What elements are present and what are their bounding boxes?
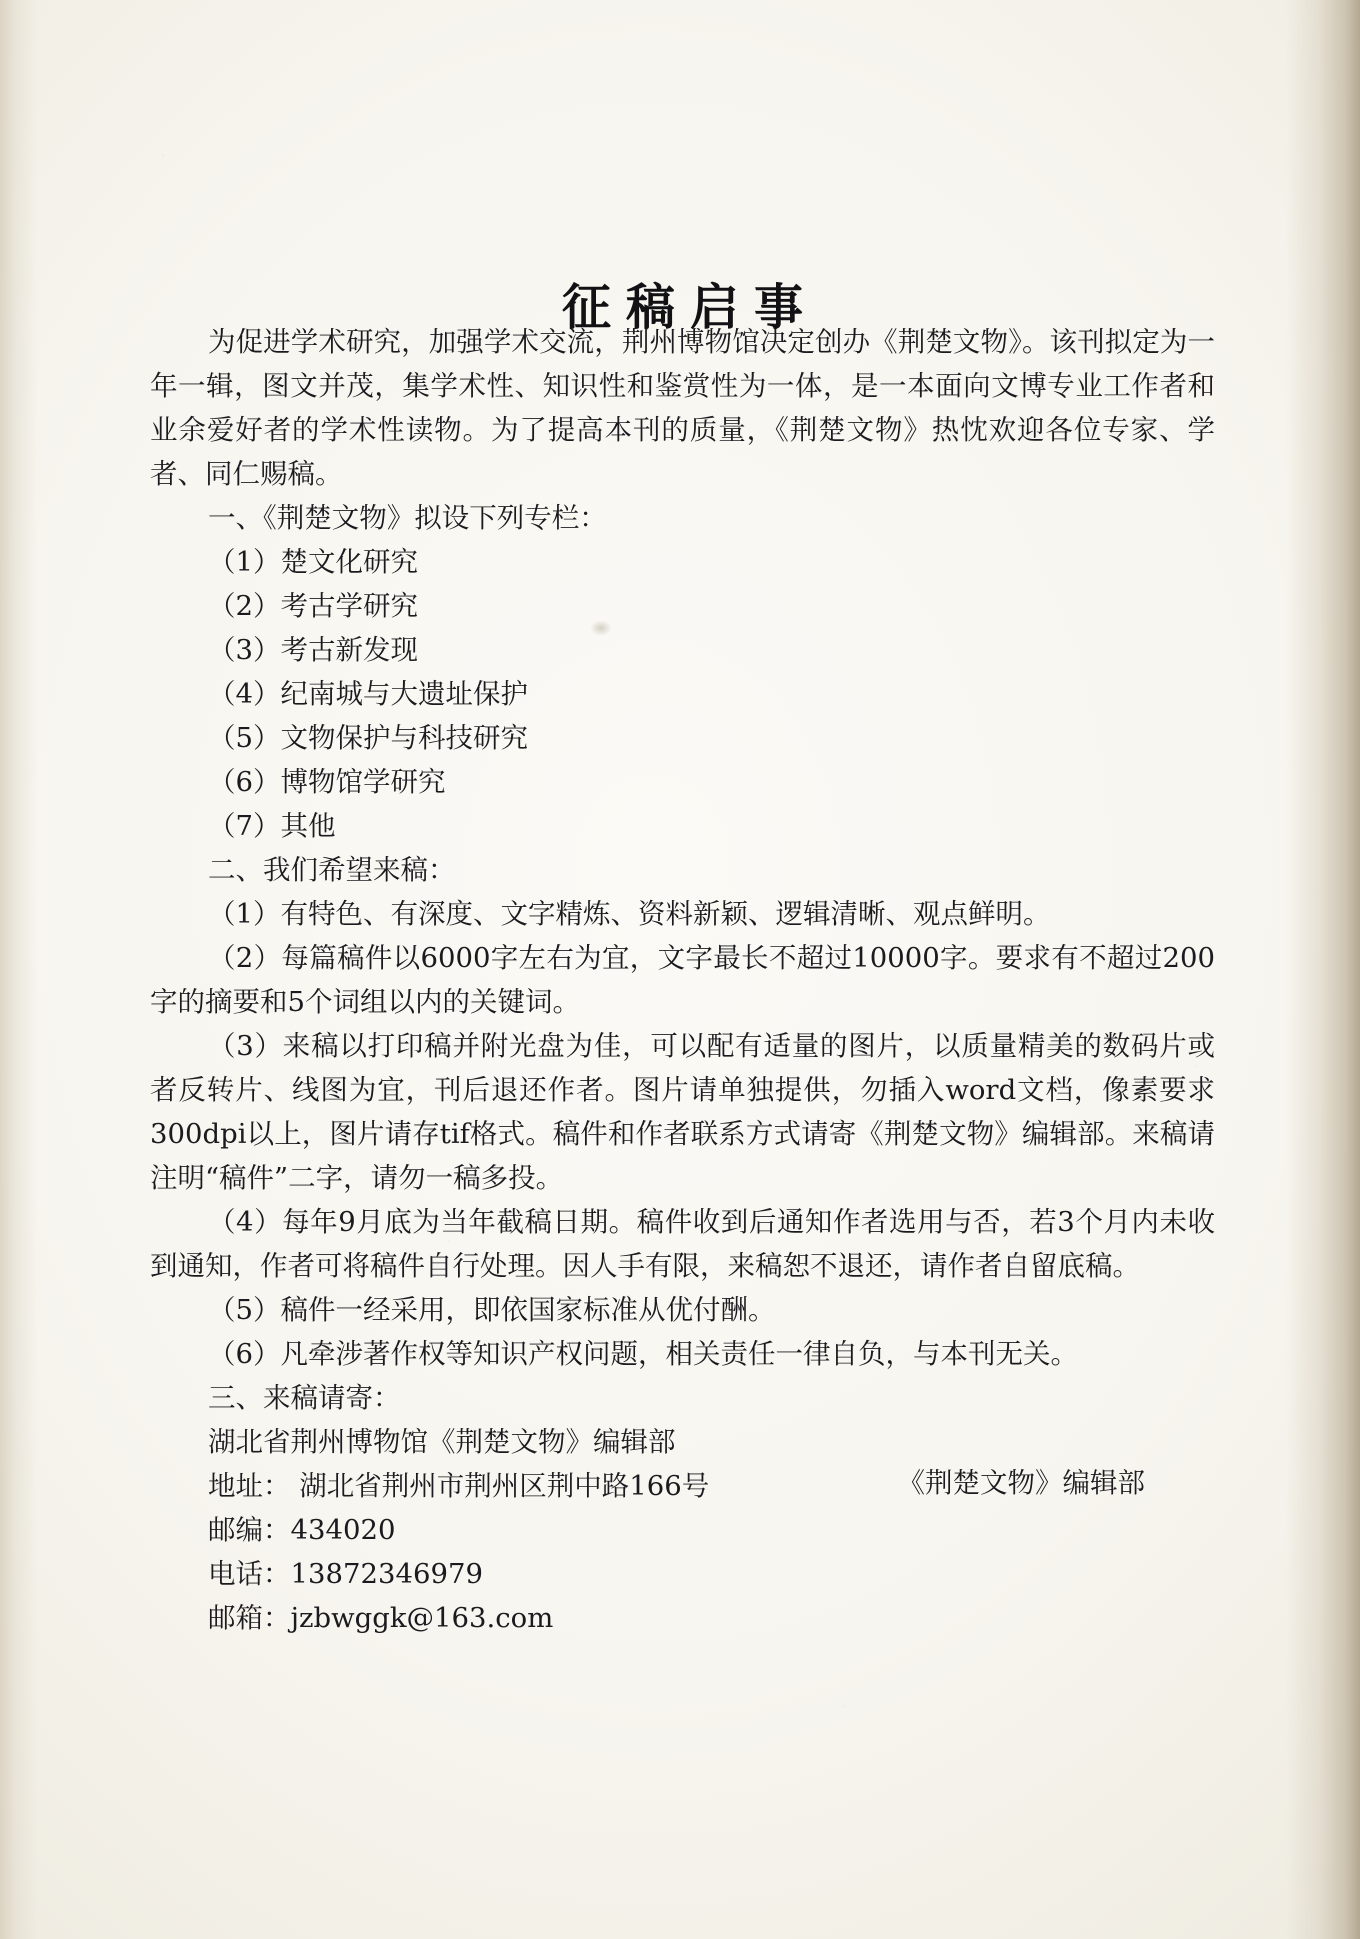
list-item: （4）每年9月底为当年截稿日期。稿件收到后通知作者选用与否，若3个月内未收到通知，作者可将稿件自行处理。因人手有限，来稿恕不退还，请作者自留底稿。 — [150, 1206, 1215, 1282]
address-line: 湖北省荆州博物馆《荆楚文物》编辑部 — [208, 1426, 676, 1458]
section-2-heading: 二、我们希望来稿： — [208, 854, 456, 886]
list-item: （1）楚文化研究 — [208, 546, 418, 578]
phone-line: 电话：13872346979 — [208, 1558, 483, 1590]
list-item: （2）每篇稿件以6000字左右为宜，文字最长不超过10000字。要求有不超过200字的摘要和5个词组以内的关键词。 — [150, 942, 1215, 1018]
page-right-shadow — [1286, 0, 1360, 1939]
email-line: 邮箱：jzbwggk@163.com — [208, 1602, 554, 1634]
intro-paragraph: 为促进学术研究，加强学术交流，荆州博物馆决定创办《荆楚文物》。该刊拟定为一年一辑，图文并茂，集学术性、知识性和鉴赏性为一体，是一本面向文博专业工作者和业余爱好者的学术性读物。为了提高本刊的质量，《荆楚文物》热忱欢迎各位专家、学者、同仁赐稿。 — [150, 326, 1215, 490]
postcode-line: 邮编：434020 — [208, 1514, 396, 1546]
list-item: （7）其他 — [208, 810, 336, 842]
list-item: （5）稿件一经采用，即依国家标准从优付酬。 — [208, 1294, 776, 1326]
document-body — [150, 320, 1215, 1640]
page-content — [150, 0, 1215, 1939]
page-title: 征稿启事 — [561, 277, 818, 336]
section-1-heading: 一、《荆楚文物》拟设下列专栏： — [208, 502, 607, 534]
list-item: （4）纪南城与大遗址保护 — [208, 678, 528, 710]
page-left-shadow — [0, 0, 38, 1939]
list-item: （5）文物保护与科技研究 — [208, 722, 528, 754]
section-3-heading: 三、来稿请寄： — [208, 1382, 401, 1414]
signature-line: 《荆楚文物》编辑部 — [897, 1467, 1145, 1499]
address-line: 地址： 湖北省荆州市荆州区荆中路166号 — [208, 1470, 710, 1502]
list-item: （2）考古学研究 — [208, 590, 418, 622]
list-item: （3）考古新发现 — [208, 634, 418, 666]
list-item: （3）来稿以打印稿并附光盘为佳，可以配有适量的图片，以质量精美的数码片或者反转片、线图为宜，刊后退还作者。图片请单独提供，勿插入word文档，像素要求300dpi以上，图片请存tif格式。稿件和作者联系方式请寄《荆楚文物》编辑部。来稿请注明“稿件”二字，请勿一稿多投。 — [150, 1030, 1215, 1194]
list-item: （1）有特色、有深度、文字精炼、资料新颖、逻辑清晰、观点鲜明。 — [208, 898, 1051, 930]
list-item: （6）博物馆学研究 — [208, 766, 446, 798]
list-item: （6）凡牵涉著作权等知识产权问题，相关责任一律自负，与本刊无关。 — [208, 1338, 1078, 1370]
